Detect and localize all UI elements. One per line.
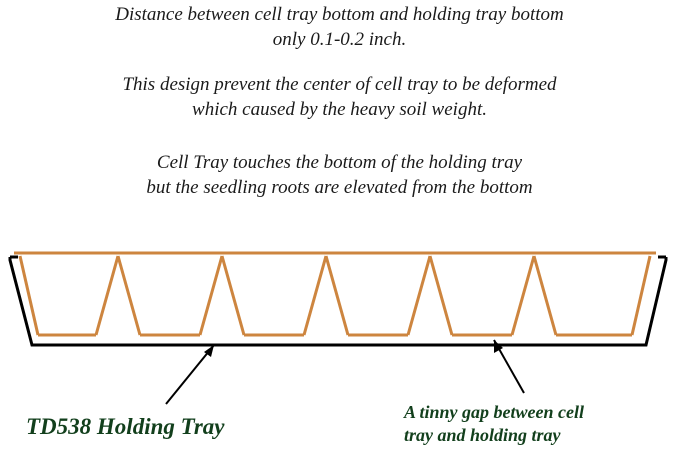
holding-tray-label: TD538 Holding Tray [26,414,225,439]
paragraph-line: only 0.1-0.2 inch. [272,29,407,50]
paragraph-line: which caused by the heavy soil weight. [192,99,487,120]
gap-pointer-arrow [494,340,524,393]
gap-label-line: tray and holding tray [404,425,561,445]
cell-tray-profile [14,253,656,335]
paragraph-line: Distance between cell tray bottom and holding tray bottom [115,4,564,25]
paragraph-line: Cell Tray touches the bottom of the holding tray [156,152,523,173]
holding-tray-pointer-arrow [166,345,214,404]
gap-label [404,401,584,447]
gap-label-line: A tinny gap between cell [404,402,584,422]
paragraph-line: but the seedling roots are elevated from the bottom [146,177,533,198]
paragraph-line: This design prevent the center of cell tray to be deformed [122,74,557,95]
